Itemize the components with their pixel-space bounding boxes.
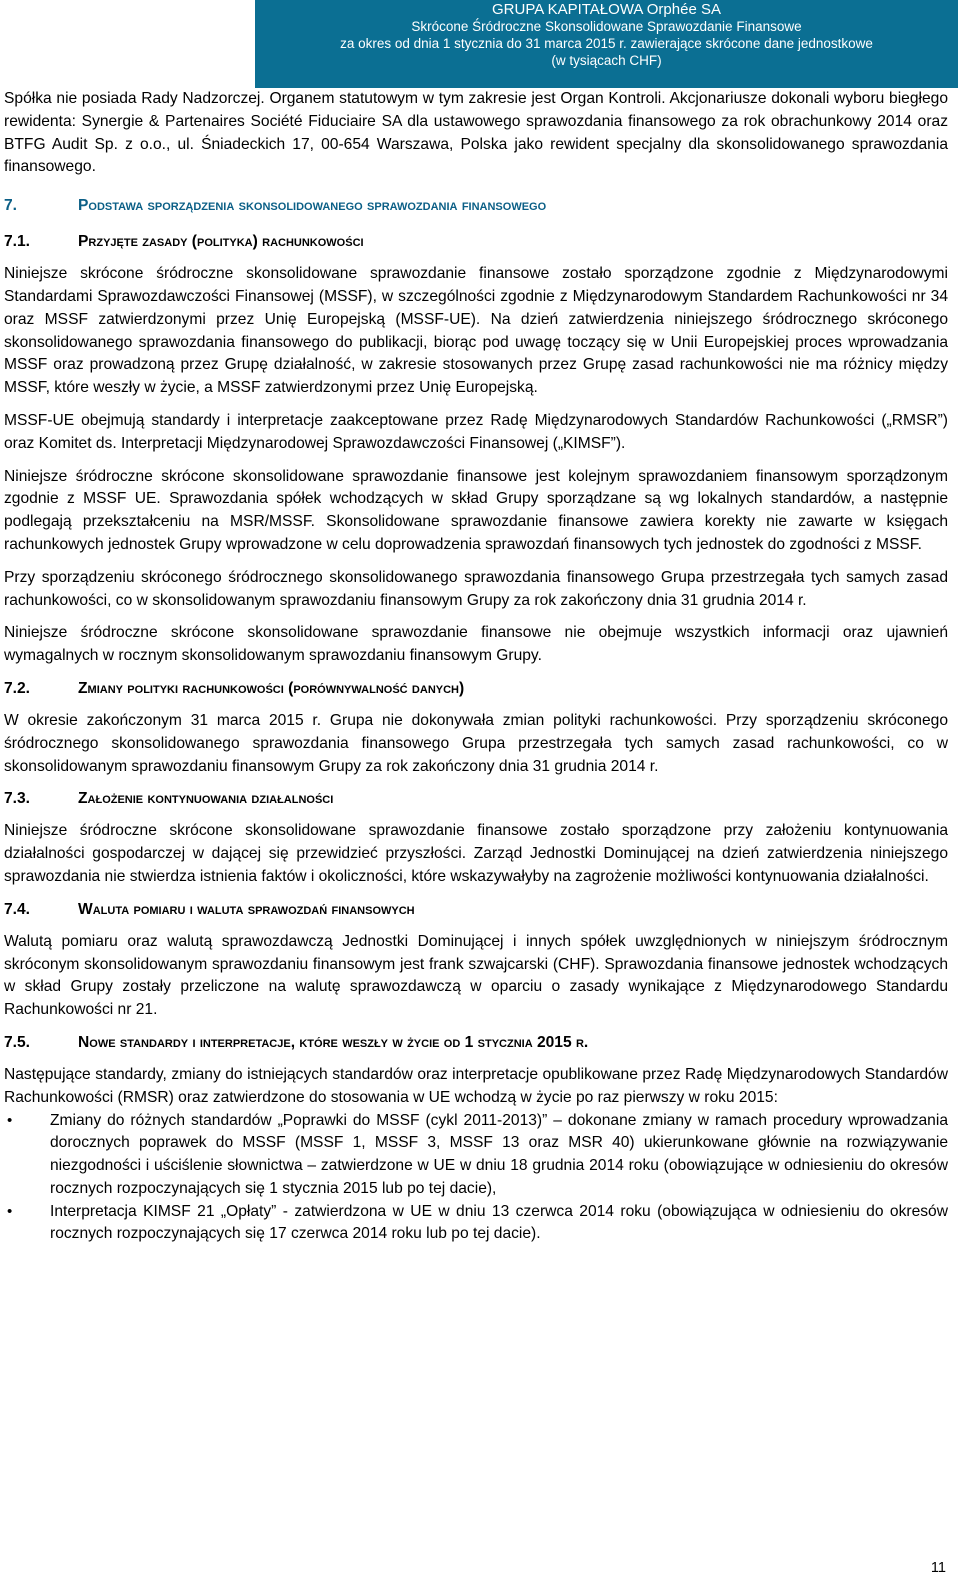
header-company: GRUPA KAPITAŁOWA Orphée SA bbox=[492, 1, 721, 18]
section-title: Przyjęte zasady (polityka) rachunkowości bbox=[78, 233, 364, 251]
section-title: Podstawa sporządzenia skonsolidowanego sprawozdania finansowego bbox=[78, 197, 547, 215]
header-currency: (w tysiącach CHF) bbox=[551, 53, 662, 68]
intro-paragraph: Spółka nie posiada Rady Nadzorczej. Organem statutowym w tym zakresie jest Organ Kontroli. Akcjonariusze dokonali wyboru biegłego rewidenta: Synergie & Partenaires Société Fiduciaire SA dla ustawowego sprawozdania finansowego za rok obrachunkowy 2014 oraz BTFG Audit Sp. z o.o., ul. Śniadeckich 17, 00-654 Warszawa, Polska jako rewident specjalny dla skonsolidowanego sprawozdania finansowego. bbox=[4, 90, 948, 176]
paragraph: MSSF-UE obejmują standardy i interpretacje zaakceptowane przez Radę Międzynarodowych Standardów Rachunkowości („RMSR”) oraz Komitet ds. Interpretacji Międzynarodowej Sprawozdawczości Finansowej („KIMSF”). bbox=[4, 411, 948, 452]
paragraph: Przy sporządzeniu skróconego śródrocznego skonsolidowanego sprawozdania finansowego Grupa przestrzegała tych samych zasad rachunkowości, co w skonsolidowanym sprawozdaniu finansowym Grupy za rok zakończony dnia 31 grudnia 2014 r. bbox=[4, 568, 948, 609]
paragraph: Następujące standardy, zmiany do istniejących standardów oraz interpretacje opublikowane przez Radę Międzynarodowych Standardów Rachunkowości (RMSR) oraz zatwierdzone do stosowania w UE wchodzą w życie po raz pierwszy w roku 2015: bbox=[4, 1065, 948, 1106]
header-report-title: Skrócone Śródroczne Skonsolidowane Sprawozdanie Finansowe bbox=[411, 19, 802, 34]
section-7-heading bbox=[4, 195, 948, 217]
bullet-list bbox=[4, 1110, 948, 1247]
section-title: Nowe standardy i interpretacje, które weszły w życie od 1 stycznia 2015 r. bbox=[78, 1033, 589, 1051]
list-item bbox=[4, 1110, 948, 1201]
section-number: 7.3. bbox=[4, 790, 31, 808]
document-body bbox=[4, 88, 948, 1246]
section-7-2-heading bbox=[4, 678, 948, 700]
paragraph: W okresie zakończonym 31 marca 2015 r. Grupa nie dokonywała zmian polityki rachunkowości. Przy sporządzeniu skróconego śródrocznego skonsolidowanego sprawozdania finansowego Grupa przestrzegała tych samych zasad rachunkowości, co w skonsolidowanym sprawozdaniu finansowym Grupy za rok zakończony dnia 31 grudnia 2014 r. bbox=[4, 711, 948, 775]
section-title: Waluta pomiaru i waluta sprawozdań finansowych bbox=[78, 900, 415, 918]
paragraph: Walutą pomiaru oraz walutą sprawozdawczą Jednostki Dominującej i innych spółek uwzględnionych w niniejszym śródrocznym skróconym skonsolidowanym sprawozdaniu finansowym jest frank szwajcarski (CHF). Sprawozdania finansowe jednostek wchodzących w skład Grupy zostały przeliczone na walutę sprawozdawczą w oparciu o zasady wynikające z Międzynarodowego Standardu Rachunkowości nr 21. bbox=[4, 932, 948, 1019]
bullet-icon: • bbox=[7, 1202, 13, 1220]
paragraph: Niniejsze skrócone śródroczne skonsolidowane sprawozdanie finansowe zostało sporządzone zgodnie z Międzynarodowymi Standardami Sprawozdawczości Finansowej (MSSF), w szczególności zgodnie z Międzynarodowym Standardem Rachunkowości nr 34 oraz MSSF zatwierdzonymi przez Unię Europejską (MSSF-UE). Na dzień zatwierdzenia niniejszego śródrocznego skróconego skonsolidowanego sprawozdania finansowego do publikacji, biorąc pod uwagę toczący się w Unii Europejskiej proces wprowadzania MSSF oraz prowadzoną przez Grupę działalność, w zakresie stosowanych przez Grupę zasad rachunkowości nie ma różnicy między MSSF, które weszły w życie, a MSSF zatwierdzonymi przez Unię Europejską. bbox=[4, 265, 948, 397]
bullet-icon: • bbox=[7, 1111, 13, 1129]
document-header bbox=[255, 0, 958, 88]
section-number: 7.4. bbox=[4, 900, 31, 918]
paragraph: Niniejsze śródroczne skrócone skonsolidowane sprawozdanie finansowe nie obejmuje wszystkich informacji oraz ujawnień wymagalnych w rocznym skonsolidowanym sprawozdaniu finansowym Grupy. bbox=[4, 624, 948, 665]
section-number: 7.2. bbox=[4, 679, 31, 697]
header-period: za okres od dnia 1 stycznia do 31 marca 2015 r. zawierające skrócone dane jednostkowe bbox=[340, 36, 873, 51]
list-item-text: Zmiany do różnych standardów „Poprawki do MSSF (cykl 2011-2013)” – dokonane zmiany w ramach procedury wprowadzania dorocznych poprawek do MSSF (MSSF 1, MSSF 3, MSSF 13 oraz MSR 40) ukierunkowane głównie na rozwiązywanie niezgodności i uściślenie słownictwa – zatwierdzone w UE w dniu 18 grudnia 2014 roku (obowiązujące w odniesieniu do okresów rocznych rozpoczynających się 1 stycznia 2015 lub po tej dacie), bbox=[50, 1111, 948, 1197]
paragraph: Niniejsze śródroczne skrócone skonsolidowane sprawozdanie finansowe zostało sporządzone przy założeniu kontynuowania działalności gospodarczej w dającej się przewidzieć przyszłości. Zarząd Jednostki Dominującej na dzień zatwierdzenia niniejszego sprawozdania nie stwierdza istnienia faktów i okoliczności, które wskazywałyby na zagrożenie możliwości kontynuowania działalności. bbox=[4, 822, 948, 885]
paragraph: Niniejsze śródroczne skrócone skonsolidowane sprawozdanie finansowe jest kolejnym sprawozdaniem finansowym sporządzonym zgodnie z MSSF UE. Sprawozdania spółek wchodzących w skład Grupy sporządzane są wg lokalnych standardów, a następnie podlegają przekształceniu na MSR/MSSF. Skonsolidowane sprawozdanie finansowe zawiera korekty nie zawarte w księgach rachunkowych jednostek Grupy wprowadzone w celu doprowadzenia sprawozdań finansowych tych jednostek do zgodności z MSSF. bbox=[4, 467, 948, 553]
section-title: Założenie kontynuowania działalności bbox=[78, 790, 334, 808]
section-7-4-heading bbox=[4, 899, 948, 921]
section-7-3-heading bbox=[4, 788, 948, 810]
list-item-text: Interpretacja KIMSF 21 „Opłaty” - zatwierdzona w UE w dniu 13 czerwca 2014 roku (obowiązująca w odniesieniu do okresów rocznych rozpoczynających się 17 czerwca 2014 roku lub po tej dacie). bbox=[50, 1202, 948, 1243]
section-number: 7. bbox=[4, 197, 18, 215]
section-7-1-heading bbox=[4, 231, 948, 253]
section-number: 7.5. bbox=[4, 1033, 31, 1051]
page-number: 11 bbox=[930, 1560, 946, 1576]
section-7-5-heading bbox=[4, 1032, 948, 1054]
list-item bbox=[4, 1201, 948, 1247]
section-number: 7.1. bbox=[4, 233, 31, 251]
section-title: Zmiany polityki rachunkowości (porównywalność danych) bbox=[78, 679, 465, 697]
